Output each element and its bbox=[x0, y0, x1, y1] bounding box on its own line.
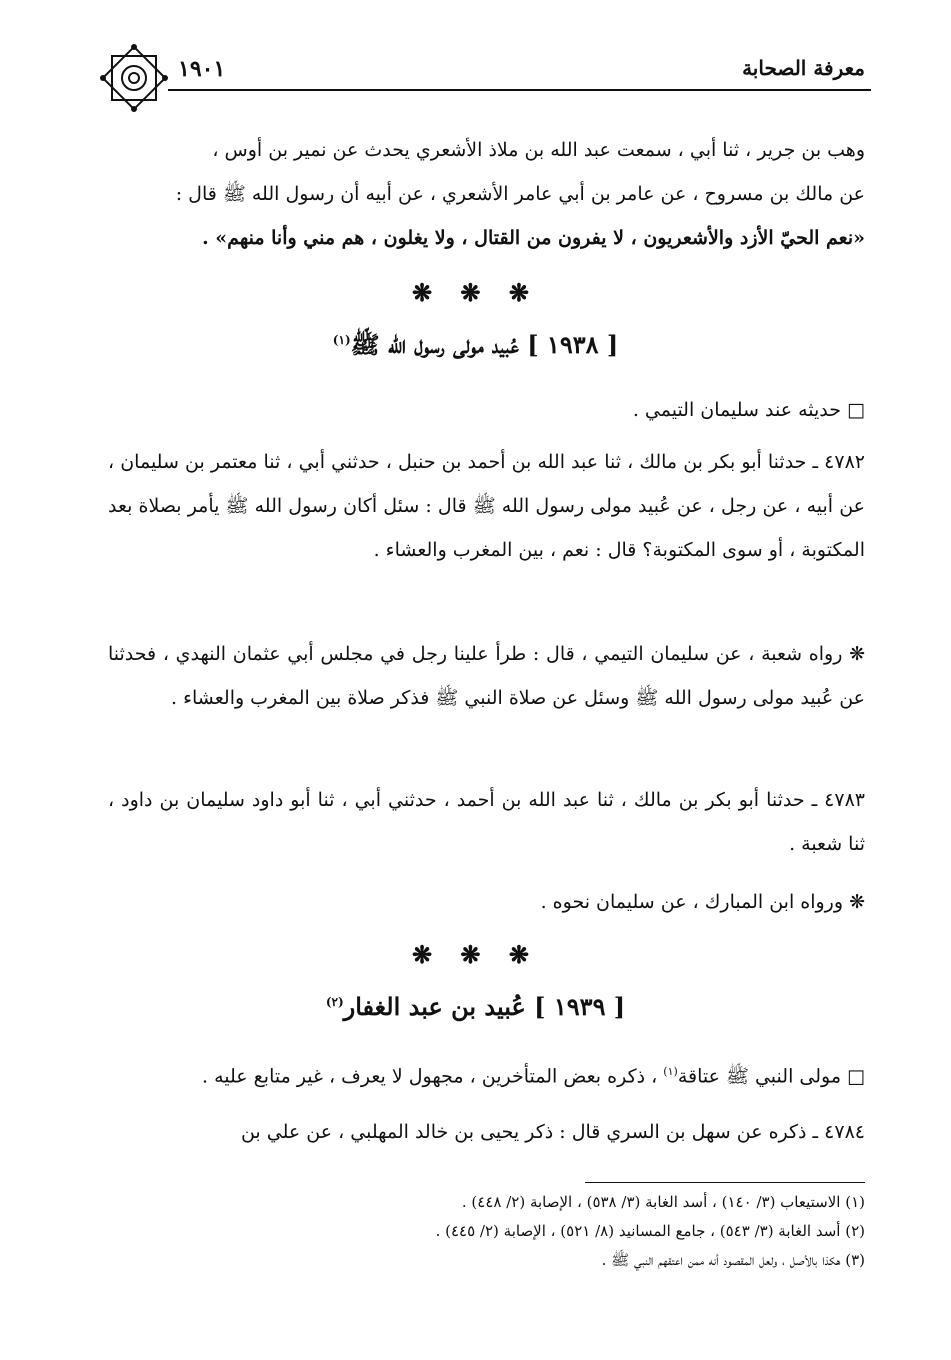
paragraph-shuba-text: ❋ رواه شعبة ، عن سليمان التيمي ، قال : طرأ علينا رجل في مجلس أبي عثمان النهدي ، فحدثنا عن عُبيد مولى رسول الله ﷺ وسئل عن صلاة النبي ﷺ فذكر صلاة بين المغرب والعشاء . bbox=[108, 643, 865, 709]
paragraph-4783 bbox=[108, 778, 865, 866]
ornament-icon bbox=[98, 42, 170, 114]
footnote-2: (٢) أسد الغابة (٣/ ٥٤٣) ، جامع المسانيد (٨/ ٥٢١) ، الإصابة (٢/ ٤٤٥) . bbox=[435, 1222, 865, 1240]
footnote-ref: (١) bbox=[663, 1065, 678, 1078]
paragraph-mubarak-text: ❋ ورواه ابن المبارك ، عن سليمان نحوه . bbox=[540, 891, 865, 913]
header-rule bbox=[168, 89, 871, 91]
footnote-rule bbox=[585, 1182, 865, 1183]
paragraph-4783-text: ٤٧٨٣ ـ حدثنا أبو بكر بن مالك ، ثنا عبد الله بن أحمد ، حدثني أبي ، ثنا أبو داود سليمان بن داود ، ثنا شعبة . bbox=[108, 789, 865, 855]
continuation-line-2: عن مالك بن مسروح ، عن عامر بن أبي عامر الأشعري ، عن أبيه أن رسول الله ﷺ قال : bbox=[175, 183, 865, 205]
footnote-3: (٣) هكذا بالأصل ، ولعل المقصود أنه ممن اعتقهم النبي ﷺ . bbox=[601, 1251, 865, 1269]
footnotes bbox=[108, 1188, 865, 1275]
paragraph-4782-text: ٤٧٨٢ ـ حدثنا أبو بكر بن مالك ، ثنا عبد الله بن أحمد بن حنبل ، حدثني أبي ، ثنا معتمر بن سليمان ، عن أبيه ، عن رجل ، عن عُبيد مولى رسول الله ﷺ قال : سئل أكان رسول الله ﷺ يأمر بصلاة بعد المكتوبة ، أو سوى المكتوبة؟ قال : نعم ، بين المغرب والعشاء . bbox=[108, 451, 865, 561]
hadith-note bbox=[108, 388, 865, 432]
continuation-line-1: وهب بن جرير ، ثنا أبي ، سمعت عبد الله بن ملاذ الأشعري يحدث عن نمير بن أوس ، bbox=[212, 139, 865, 161]
mawla-before: □ مولى النبي ﷺ عتاقة bbox=[677, 1065, 865, 1088]
paragraph-4782 bbox=[108, 440, 865, 572]
paragraph-mawla-text bbox=[108, 1050, 865, 1098]
running-title: معرفة الصحابة bbox=[742, 56, 865, 80]
footnote-ref: (٢) bbox=[325, 995, 344, 1009]
hadith-note-text: □ حديثه عند سليمان التيمي . bbox=[632, 399, 865, 421]
paragraph-shuba bbox=[108, 632, 865, 720]
paragraph-mawla bbox=[108, 1050, 865, 1098]
mawla-after: ، ذكره بعض المتأخرين ، مجهول لا يعرف ، غير متابع عليه . bbox=[202, 1065, 664, 1088]
section-separator: ❋ ❋ ❋ bbox=[411, 940, 540, 969]
chapter-heading-text: [ ١٩٣٩ ] عُبيد بن عبد الغفار bbox=[343, 992, 626, 1021]
continuation-block bbox=[108, 128, 865, 260]
page-number: ١٩٠١ bbox=[178, 56, 226, 82]
hadith-quote: «نعم الحيّ الأزد والأشعريون ، لا يفرون من القتال ، ولا يغلون ، هم مني وأنا منهم» . bbox=[202, 227, 865, 249]
paragraph-mubarak bbox=[108, 880, 865, 924]
footnote-ref: (١) bbox=[332, 333, 351, 347]
footnote-1: (١) الاستيعاب (٣/ ١٤٠) ، أسد الغابة (٣/ ٥٣٨) ، الإصابة (٢/ ٤٤٨) . bbox=[461, 1193, 865, 1211]
chapter-heading-1939 bbox=[0, 992, 951, 1021]
section-separator: ❋ ❋ ❋ bbox=[411, 278, 540, 307]
chapter-heading-text: [ ١٩٣٨ ] عُبيد مولى رسول الله ﷺ bbox=[350, 330, 619, 359]
chapter-heading-1938 bbox=[0, 330, 951, 365]
paragraph-4784-text: ٤٧٨٤ ـ ذكره عن سهل بن السري قال : ذكر يحيى بن خالد المهلبي ، عن علي بن bbox=[240, 1121, 865, 1143]
paragraph-4784 bbox=[108, 1110, 865, 1154]
